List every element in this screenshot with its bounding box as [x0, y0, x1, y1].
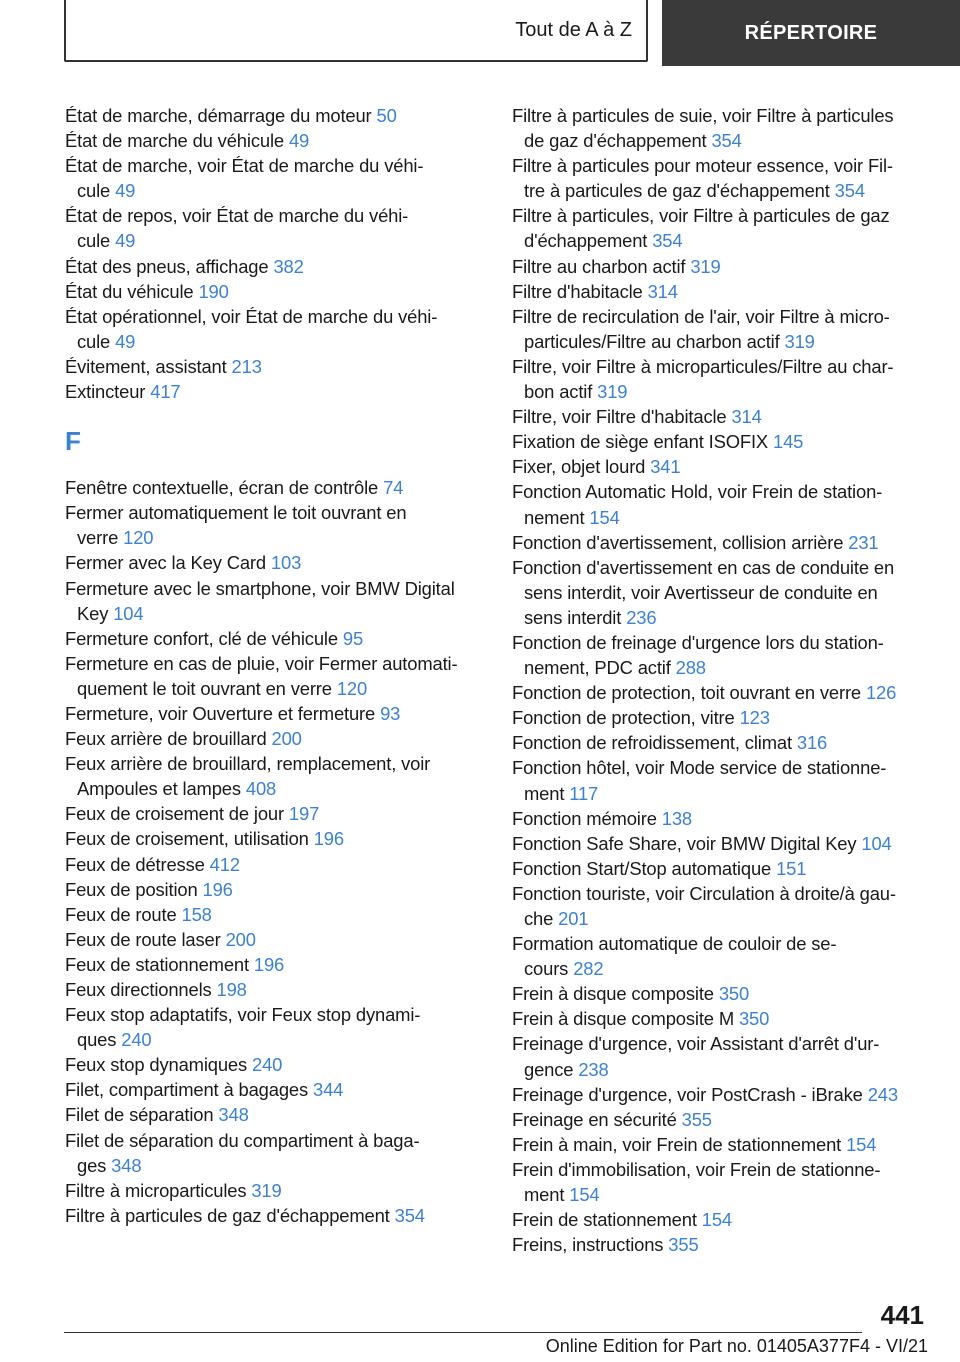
index-entry [512, 1132, 927, 1157]
entry-text: Fonction Start/Stop automatique [512, 857, 772, 879]
index-entry [512, 153, 927, 203]
index-entry [65, 153, 485, 203]
page-reference-link[interactable]: 49 [115, 330, 136, 352]
entry-text: Freins, instructions [512, 1234, 664, 1256]
index-entry [65, 1178, 485, 1203]
entry-text: Fonction d'avertissement en cas de conduite en [512, 556, 895, 578]
page-reference-link[interactable]: 201 [558, 908, 589, 929]
index-entry [65, 500, 485, 550]
entry-text-continued: bon actif [524, 381, 593, 403]
index-entry [512, 755, 927, 805]
index-entry [65, 1102, 485, 1127]
index-entry [512, 806, 927, 831]
entry-text: Évitement, assistant [65, 355, 227, 377]
entry-text: Freinage d'urgence, voir Assistant d'arrêt d'ur- [512, 1033, 880, 1055]
entry-text: Filet de séparation du compartiment à baga- [65, 1129, 420, 1151]
entry-text: Fermer automatiquement le toit ouvrant en [65, 502, 407, 524]
entry-text: État de repos, voir État de marche du véhi- [65, 205, 409, 227]
entry-text-continued: cule [77, 180, 111, 202]
page-reference-link[interactable]: 319 [251, 1179, 282, 1201]
page-reference-link[interactable]: 196 [253, 953, 285, 975]
index-entry [512, 279, 927, 304]
entry-text-continued: cule [77, 230, 111, 252]
entry-text: Fenêtre contextuelle, écran de contrôle [65, 477, 379, 499]
index-entry [512, 454, 927, 479]
entry-text: Feux arrière de brouillard, remplacement, voir [65, 753, 431, 775]
entry-text: Feux de croisement, utilisation [65, 828, 309, 850]
index-entry [512, 354, 927, 404]
page-reference-link[interactable]: 120 [123, 527, 154, 549]
index-entry [512, 429, 927, 454]
entry-text: Filtre à particules de gaz d'échappement [65, 1204, 390, 1226]
page-reference-link[interactable]: 190 [198, 280, 229, 302]
entry-text: Filtre à particules, voir Filtre à particules de gaz [512, 205, 890, 227]
index-entry [512, 1232, 927, 1257]
entry-text: Filtre à particules de suie, voir Filtre à particules [512, 105, 894, 126]
entry-text: Frein de stationnement [512, 1209, 697, 1231]
page-reference-link[interactable]: 382 [273, 255, 304, 277]
entry-text: Fonction de refroidissement, climat [512, 732, 792, 754]
page-reference-link[interactable]: 348 [218, 1104, 249, 1126]
index-entry [512, 730, 927, 755]
entry-text-continued: ment [524, 1184, 565, 1206]
section-letter: F [65, 426, 81, 457]
page-reference-link[interactable]: 213 [231, 355, 262, 377]
index-entry [512, 1082, 927, 1107]
entry-text: Fonction Safe Share, voir BMW Digital Key [512, 832, 857, 854]
entry-text: Feux de route laser [65, 928, 221, 950]
entry-text: Freinage en sécurité [512, 1108, 677, 1130]
page-reference-link[interactable]: 126 [865, 682, 897, 704]
chapter-title: RÉPERTOIRE [744, 21, 878, 44]
entry-text-continued: sens interdit, voir Avertisseur de conduite en [524, 581, 878, 603]
page-reference-link[interactable]: 200 [271, 728, 302, 750]
index-entry [65, 751, 485, 801]
index-entry [65, 279, 485, 304]
index-entry [512, 479, 927, 529]
page-reference-link[interactable]: 197 [288, 803, 320, 825]
entry-text: Fermeture avec le smartphone, voir BMW Digital [65, 577, 455, 599]
index-entry [512, 981, 927, 1006]
entry-text: État des pneus, affichage [65, 255, 269, 277]
page-reference-link[interactable]: 354 [711, 130, 742, 152]
index-entry [65, 701, 485, 726]
index-entry [512, 856, 927, 881]
entry-text: Feux de position [65, 878, 198, 900]
index-entry [65, 826, 485, 851]
entry-text: Feux arrière de brouillard [65, 728, 267, 750]
page-reference-link[interactable]: 120 [336, 677, 368, 699]
page-reference-link[interactable]: 243 [867, 1083, 898, 1105]
index-entry [512, 555, 927, 630]
page-reference-link[interactable]: 288 [675, 657, 706, 679]
entry-text-continued: Key [77, 602, 109, 624]
entry-text-continued: d'échappement [524, 230, 648, 252]
index-entry [65, 379, 485, 404]
page-reference-link[interactable]: 319 [784, 330, 815, 352]
entry-text: Filtre à microparticules [65, 1179, 247, 1201]
index-entry [65, 801, 485, 826]
index-entry [65, 1002, 485, 1052]
entry-text: État de marche du véhicule [65, 130, 284, 152]
index-entry [512, 680, 927, 705]
entry-text: Fonction d'avertissement, collision arrière [512, 531, 844, 553]
entry-text: Extincteur [65, 381, 146, 403]
entry-text: Fixer, objet lourd [512, 456, 646, 478]
page-reference-link[interactable]: 154 [569, 1184, 600, 1206]
index-column-right [512, 103, 927, 1257]
index-entry [65, 852, 485, 877]
entry-text: Formation automatique de couloir de se- [512, 933, 837, 955]
entry-text: Fonction mémoire [512, 807, 657, 829]
page-reference-link[interactable]: 412 [209, 853, 240, 875]
page-header [0, 0, 960, 66]
entry-text: Filtre, voir Filtre d'habitacle [512, 406, 727, 428]
index-entry [512, 1031, 927, 1081]
index-entry [512, 304, 927, 354]
entry-text-continued: ment [524, 782, 565, 804]
entry-text-continued: che [524, 908, 554, 929]
entry-text: Filtre de recirculation de l'air, voir Filtre à micro- [512, 305, 890, 327]
entry-text: Filtre d'habitacle [512, 280, 643, 302]
page-reference-link[interactable]: 95 [342, 627, 364, 649]
index-entry [65, 1128, 485, 1178]
entry-text-continued: ges [77, 1154, 107, 1176]
entry-text: Freinage d'urgence, voir PostCrash - iBrake [512, 1083, 863, 1105]
page-reference-link[interactable]: 350 [738, 1008, 770, 1030]
page-reference-link[interactable]: 196 [202, 878, 233, 900]
entry-text: Feux de stationnement [65, 953, 249, 975]
index-entry [65, 626, 485, 651]
page-reference-link[interactable]: 49 [115, 230, 136, 252]
page-reference-link[interactable]: 104 [113, 602, 144, 624]
index-column-left [65, 103, 485, 1228]
section-title: Tout de A à Z [515, 18, 632, 41]
page-reference-link[interactable]: 408 [245, 778, 277, 800]
index-entry [512, 1157, 927, 1207]
index-entry [65, 354, 485, 379]
index-entry [512, 630, 927, 680]
page-reference-link[interactable]: 50 [376, 105, 397, 126]
page-reference-link[interactable]: 240 [121, 1029, 152, 1051]
entry-text-continued: sens interdit [524, 606, 622, 628]
entry-text: Fonction de freinage d'urgence lors du station- [512, 631, 884, 653]
page-reference-link[interactable]: 138 [661, 807, 692, 829]
index-entry [65, 1052, 485, 1077]
page-reference-link[interactable]: 319 [597, 381, 628, 403]
index-entry [65, 550, 485, 575]
page-reference-link[interactable]: 158 [181, 903, 212, 925]
index-entry [512, 254, 927, 279]
page-reference-link[interactable]: 344 [313, 1079, 344, 1101]
footer-divider [64, 1332, 862, 1333]
entry-text: Feux stop dynamiques [65, 1054, 248, 1076]
page-reference-link[interactable]: 314 [731, 406, 762, 428]
entry-text-continued: cule [77, 330, 111, 352]
index-group-f-continued [512, 103, 927, 1257]
index-entry [65, 254, 485, 279]
page-reference-link[interactable]: 354 [834, 180, 865, 202]
page-reference-link[interactable]: 200 [225, 928, 256, 950]
entry-text: Filet, compartiment à bagages [65, 1079, 309, 1101]
entry-text: Filtre, voir Filtre à microparticules/Filtre au char- [512, 355, 894, 377]
page-reference-link[interactable]: 103 [270, 552, 302, 574]
entry-text: Fermeture en cas de pluie, voir Fermer automati- [65, 652, 458, 674]
page-reference-link[interactable]: 198 [216, 979, 247, 1000]
index-entry [65, 726, 485, 751]
index-entry [65, 977, 485, 1002]
entry-text: État de marche, voir État de marche du véhi- [65, 155, 424, 177]
entry-text: État opérationnel, voir État de marche du véhi- [65, 305, 438, 327]
index-entry [512, 203, 927, 253]
page-reference-link[interactable]: 354 [652, 230, 683, 252]
index-entry [65, 651, 485, 701]
entry-text-continued: verre [77, 527, 119, 549]
index-entry [65, 475, 485, 500]
page-reference-link[interactable]: 154 [589, 506, 620, 528]
page-reference-link[interactable]: 354 [394, 1204, 425, 1226]
index-entry [512, 831, 927, 856]
entry-text: État du véhicule [65, 280, 194, 302]
entry-text: Frein d'immobilisation, voir Frein de stationne- [512, 1158, 881, 1180]
page-reference-link[interactable]: 240 [252, 1054, 283, 1076]
entry-text: Feux de route [65, 903, 177, 925]
entry-text: Fixation de siège enfant ISOFIX [512, 431, 769, 453]
page-reference-link[interactable]: 123 [739, 707, 770, 729]
index-entry [65, 952, 485, 977]
page-reference-link[interactable]: 350 [718, 983, 750, 1005]
section-title-tab [64, 0, 648, 62]
index-group-e [65, 103, 485, 404]
page-reference-link[interactable]: 316 [796, 732, 828, 754]
page-reference-link[interactable]: 154 [846, 1133, 877, 1155]
index-entry [512, 881, 927, 931]
entry-text: Filet de séparation [65, 1104, 214, 1126]
entry-text: Fermeture, voir Ouverture et fermeture [65, 702, 376, 724]
page-reference-link[interactable]: 341 [650, 456, 681, 478]
entry-text-continued: Ampoules et lampes [77, 778, 241, 800]
index-entry [512, 1207, 927, 1232]
entry-text: Fonction touriste, voir Circulation à droite/à gau- [512, 882, 896, 904]
entry-text: Feux directionnels [65, 979, 212, 1000]
index-entry [512, 404, 927, 429]
entry-text-continued: cours [524, 958, 569, 980]
page-reference-link[interactable]: 355 [681, 1108, 712, 1130]
page-reference-link[interactable]: 238 [578, 1058, 609, 1080]
index-group-f [65, 475, 485, 1228]
chapter-tab [662, 0, 960, 66]
entry-text-continued: nement [524, 506, 585, 528]
index-entry [512, 103, 927, 153]
index-entry [512, 530, 927, 555]
page-reference-link[interactable]: 49 [288, 130, 310, 152]
page-number: 441 [880, 1300, 924, 1330]
entry-text: Filtre à particules pour moteur essence, voir Fil- [512, 155, 893, 177]
entry-text-continued: de gaz d'échappement [524, 130, 707, 152]
entry-text: Feux de croisement de jour [65, 803, 284, 825]
page-reference-link[interactable]: 236 [626, 606, 657, 628]
entry-text: Fermeture confort, clé de véhicule [65, 627, 338, 649]
index-entry [65, 927, 485, 952]
entry-text-continued: particules/Filtre au charbon actif [524, 330, 780, 352]
entry-text: Feux de détresse [65, 853, 205, 875]
entry-text: Frein à main, voir Frein de stationnement [512, 1133, 842, 1155]
page-reference-link[interactable]: 74 [383, 477, 404, 499]
entry-text: Fermer avec la Key Card [65, 552, 266, 574]
page-reference-link[interactable]: 154 [701, 1209, 733, 1231]
entry-text: Frein à disque composite [512, 983, 714, 1005]
index-entry [65, 1203, 485, 1228]
footer-edition: Online Edition for Part no. 01405A377F4 - VI/21 [545, 1336, 928, 1356]
entry-text-continued: ques [77, 1029, 117, 1051]
page-reference-link[interactable]: 145 [773, 431, 804, 453]
entry-text-continued: gence [524, 1058, 574, 1080]
index-entry [512, 705, 927, 730]
entry-text: Feux stop adaptatifs, voir Feux stop dynami- [65, 1004, 421, 1026]
entry-text: Frein à disque composite M [512, 1008, 734, 1030]
entry-text: Fonction Automatic Hold, voir Frein de station- [512, 481, 883, 503]
index-entry [65, 1077, 485, 1102]
page-reference-link[interactable]: 117 [569, 782, 599, 804]
page-reference-link[interactable]: 196 [313, 828, 344, 850]
index-entry [512, 1006, 927, 1031]
page-reference-link[interactable]: 231 [848, 531, 879, 553]
page-reference-link[interactable]: 49 [115, 180, 136, 202]
index-entry [65, 877, 485, 902]
page-reference-link[interactable]: 319 [690, 255, 721, 277]
index-entry [65, 902, 485, 927]
index-entry [512, 1107, 927, 1132]
entry-text: Fonction hôtel, voir Mode service de stationne- [512, 757, 887, 779]
page-reference-link[interactable]: 93 [380, 702, 401, 724]
page-reference-link[interactable]: 314 [647, 280, 678, 302]
page-reference-link[interactable]: 355 [668, 1234, 699, 1256]
entry-text: Fonction de protection, toit ouvrant en verre [512, 682, 862, 704]
entry-text-continued: quement le toit ouvrant en verre [77, 677, 332, 699]
index-entry [65, 103, 485, 128]
index-entry [65, 576, 485, 626]
entry-text-continued: tre à particules de gaz d'échappement [524, 180, 830, 202]
page-reference-link[interactable]: 348 [111, 1154, 142, 1176]
page-reference-link[interactable]: 104 [861, 832, 892, 854]
index-entry [65, 304, 485, 354]
index-entry [65, 203, 485, 253]
page-reference-link[interactable]: 151 [776, 857, 807, 879]
index-entry [65, 128, 485, 153]
index-entry [512, 931, 927, 981]
entry-text-continued: nement, PDC actif [524, 657, 671, 679]
page-reference-link[interactable]: 282 [573, 958, 604, 980]
entry-text: État de marche, démarrage du moteur [65, 105, 372, 126]
entry-text: Filtre au charbon actif [512, 255, 686, 277]
entry-text: Fonction de protection, vitre [512, 707, 735, 729]
page-reference-link[interactable]: 417 [150, 381, 181, 403]
